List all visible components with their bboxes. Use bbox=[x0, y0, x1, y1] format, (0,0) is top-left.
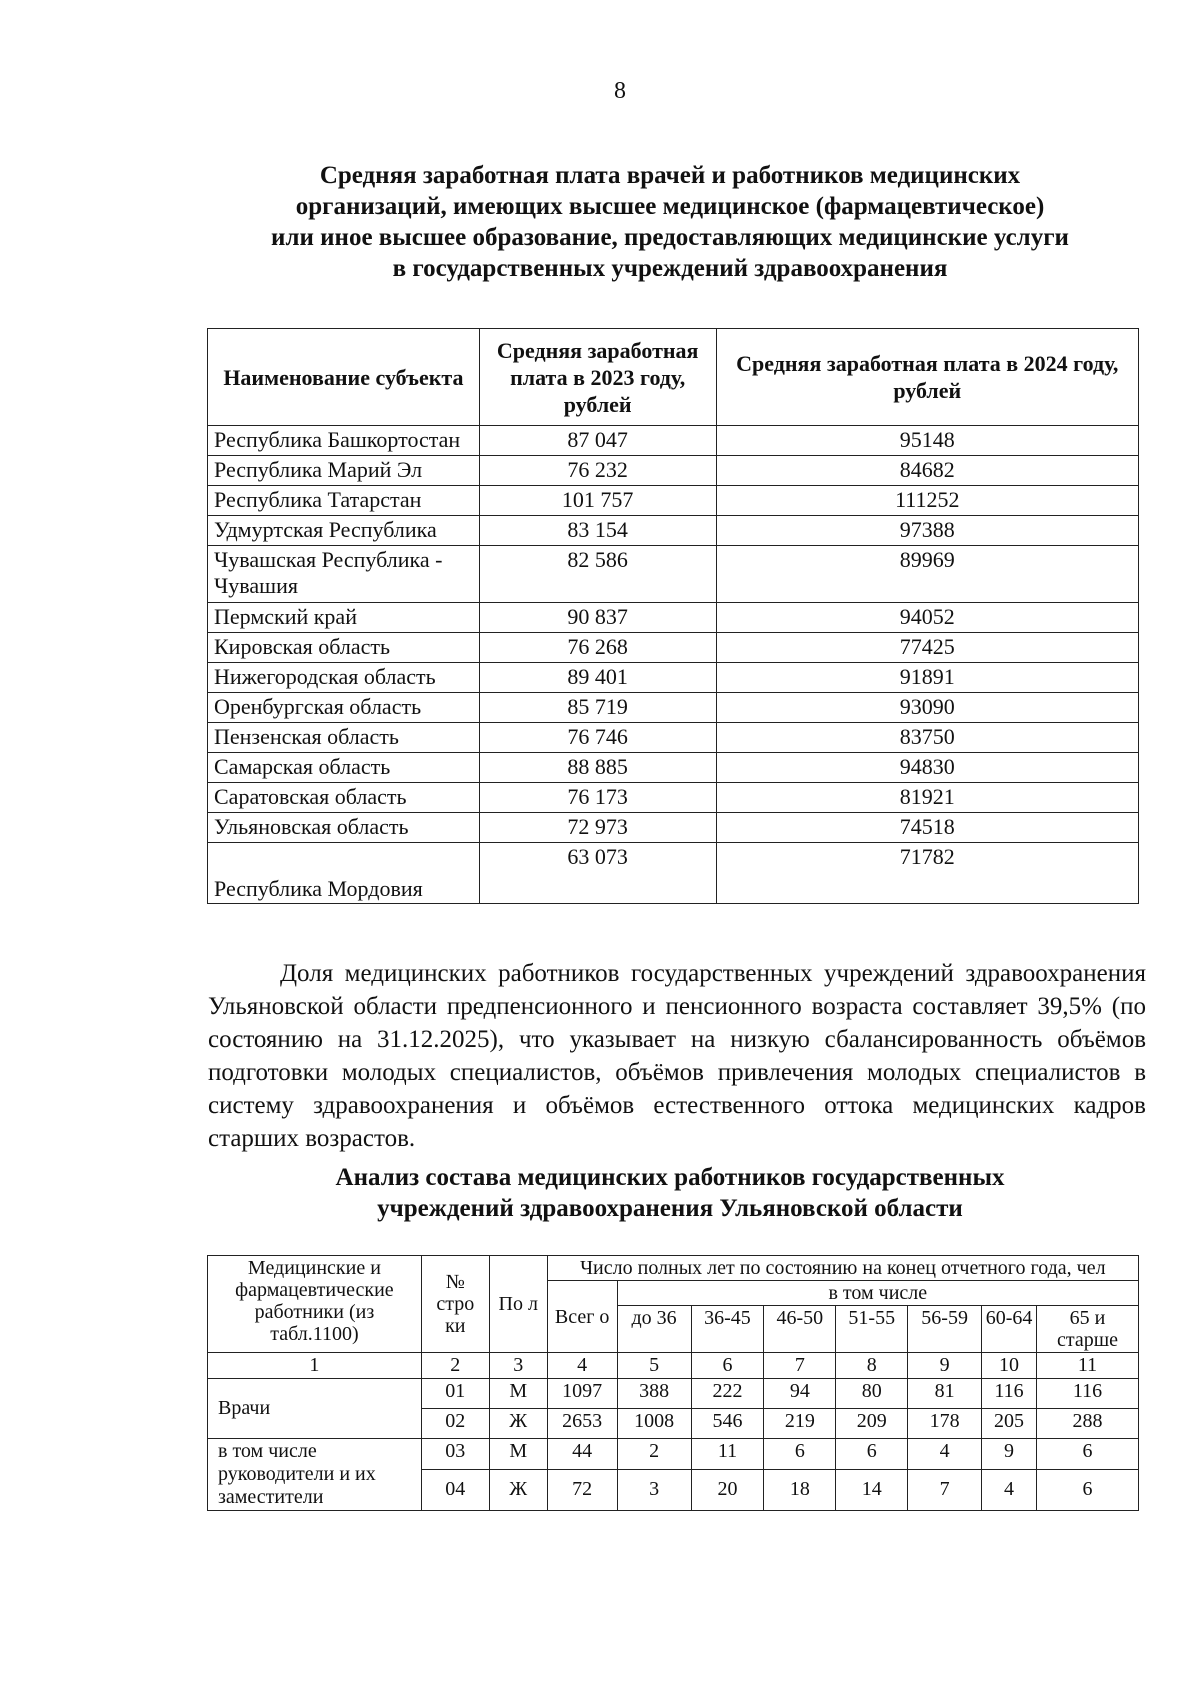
body-paragraph: Доля медицинских работников государственных учреждений здравоохранения Ульяновской области предпенсионного и пенсионного возраста составляет 39,5% (по состоянию на 31.12.2025), что указывает на низкую сбалансированность объёмов подготовки молодых специалистов, объёмов привлечения молодых специалистов в систему здравоохранения и объёмов естественного оттока медицинских кадров старших возрастов. bbox=[208, 960, 1146, 1152]
salary-2023-cell: 82 586 bbox=[479, 546, 716, 603]
value-cell: 1008 bbox=[617, 1409, 691, 1439]
subject-cell: Республика Мордовия bbox=[208, 843, 480, 904]
salary-2024-cell: 77425 bbox=[716, 633, 1138, 663]
table-row bbox=[208, 486, 1139, 516]
value-cell: 116 bbox=[982, 1379, 1037, 1409]
title-line: организаций, имеющих высшее медицинское (фармацевтическое) bbox=[295, 193, 1045, 220]
value-cell: 222 bbox=[691, 1379, 764, 1409]
column-number: 6 bbox=[691, 1353, 764, 1379]
salary-2024-cell: 94830 bbox=[716, 753, 1138, 783]
column-number: 10 bbox=[982, 1353, 1037, 1379]
value-cell: 20 bbox=[691, 1469, 764, 1510]
header-2024: Средняя заработная плата в 2024 году, рублей bbox=[716, 329, 1138, 426]
subject-cell: Удмуртская Республика bbox=[208, 516, 480, 546]
header-sex: По л bbox=[489, 1256, 547, 1353]
salary-2024-cell: 74518 bbox=[716, 813, 1138, 843]
subject-cell: Республика Татарстан bbox=[208, 486, 480, 516]
value-cell: 9 bbox=[982, 1439, 1037, 1470]
salary-2023-cell: 87 047 bbox=[479, 426, 716, 456]
composition-table-title bbox=[200, 1162, 1140, 1224]
header-age: 51-55 bbox=[836, 1306, 908, 1353]
composition-table bbox=[207, 1255, 1139, 1511]
value-cell: 4 bbox=[982, 1469, 1037, 1510]
table-row bbox=[208, 843, 1139, 904]
value-cell: 14 bbox=[836, 1469, 908, 1510]
value-cell: 94 bbox=[764, 1379, 836, 1409]
table-row bbox=[208, 633, 1139, 663]
header-age: 60-64 bbox=[982, 1306, 1037, 1353]
column-number: 8 bbox=[836, 1353, 908, 1379]
column-numbers-row bbox=[208, 1353, 1139, 1379]
salary-2024-cell: 83750 bbox=[716, 723, 1138, 753]
subject-cell: Пермский край bbox=[208, 603, 480, 633]
salary-2024-cell: 97388 bbox=[716, 516, 1138, 546]
salary-2023-cell: 89 401 bbox=[479, 663, 716, 693]
subject-cell: Республика Башкортостан bbox=[208, 426, 480, 456]
value-cell: 116 bbox=[1037, 1379, 1139, 1409]
value-cell: 44 bbox=[547, 1439, 617, 1470]
subject-cell: Пензенская область bbox=[208, 723, 480, 753]
salary-2023-cell: 101 757 bbox=[479, 486, 716, 516]
column-number: 7 bbox=[764, 1353, 836, 1379]
composition-header-row bbox=[208, 1256, 1139, 1281]
table-row bbox=[208, 516, 1139, 546]
salary-2023-cell: 88 885 bbox=[479, 753, 716, 783]
header-subject: Наименование субъекта bbox=[208, 329, 480, 426]
salary-2024-cell: 81921 bbox=[716, 783, 1138, 813]
value-cell: 7 bbox=[908, 1469, 982, 1510]
value-cell: 2653 bbox=[547, 1409, 617, 1439]
header-age: 46-50 bbox=[764, 1306, 836, 1353]
sex-cell: Ж bbox=[489, 1469, 547, 1510]
table-row bbox=[208, 813, 1139, 843]
salary-2023-cell: 90 837 bbox=[479, 603, 716, 633]
header-row-number: № стро ки bbox=[421, 1256, 489, 1353]
salary-2023-cell: 72 973 bbox=[479, 813, 716, 843]
subject-cell: Чувашская Республика - Чувашия bbox=[208, 546, 480, 603]
header-2023: Средняя заработная плата в 2023 году, рублей bbox=[479, 329, 716, 426]
value-cell: 209 bbox=[836, 1409, 908, 1439]
header-including: в том числе bbox=[617, 1281, 1138, 1306]
sex-cell: М bbox=[489, 1439, 547, 1470]
column-number: 4 bbox=[547, 1353, 617, 1379]
subject-cell: Саратовская область bbox=[208, 783, 480, 813]
column-number: 2 bbox=[421, 1353, 489, 1379]
column-number: 3 bbox=[489, 1353, 547, 1379]
salary-2023-cell: 83 154 bbox=[479, 516, 716, 546]
value-cell: 18 bbox=[764, 1469, 836, 1510]
table-row bbox=[208, 1439, 1139, 1470]
page-number: 8 bbox=[614, 78, 626, 104]
value-cell: 11 bbox=[691, 1439, 764, 1470]
value-cell: 205 bbox=[982, 1409, 1037, 1439]
value-cell: 80 bbox=[836, 1379, 908, 1409]
salary-2023-cell: 76 173 bbox=[479, 783, 716, 813]
row-number-cell: 01 bbox=[421, 1379, 489, 1409]
row-number-cell: 04 bbox=[421, 1469, 489, 1510]
salary-2024-cell: 84682 bbox=[716, 456, 1138, 486]
value-cell: 546 bbox=[691, 1409, 764, 1439]
subject-cell: Самарская область bbox=[208, 753, 480, 783]
value-cell: 6 bbox=[1037, 1469, 1139, 1510]
subject-cell: Республика Марий Эл bbox=[208, 456, 480, 486]
header-age: 36-45 bbox=[691, 1306, 764, 1353]
table-row bbox=[208, 723, 1139, 753]
salary-table-title bbox=[200, 160, 1140, 284]
subject-cell: Нижегородская область bbox=[208, 663, 480, 693]
table-row bbox=[208, 603, 1139, 633]
group-label: Врачи bbox=[208, 1379, 422, 1439]
header-age-group: Число полных лет по состоянию на конец отчетного года, чел bbox=[547, 1256, 1138, 1281]
subject-cell: Ульяновская область bbox=[208, 813, 480, 843]
salary-2024-cell: 94052 bbox=[716, 603, 1138, 633]
salary-2024-cell: 89969 bbox=[716, 546, 1138, 603]
salary-2023-cell: 63 073 bbox=[479, 843, 716, 904]
header-workers: Медицинские и фармацевтические работники (из табл.1100) bbox=[208, 1256, 422, 1353]
salary-table-header bbox=[208, 329, 1139, 426]
title-line: в государственных учреждений здравоохранения bbox=[392, 255, 948, 282]
value-cell: 2 bbox=[617, 1439, 691, 1470]
title-line: Анализ состава медицинских работников государственных bbox=[335, 1164, 1005, 1191]
salary-2024-cell: 93090 bbox=[716, 693, 1138, 723]
value-cell: 288 bbox=[1037, 1409, 1139, 1439]
salary-2024-cell: 71782 bbox=[716, 843, 1138, 904]
table-row bbox=[208, 546, 1139, 603]
table-row bbox=[208, 753, 1139, 783]
row-number-cell: 02 bbox=[421, 1409, 489, 1439]
value-cell: 3 bbox=[617, 1469, 691, 1510]
value-cell: 1097 bbox=[547, 1379, 617, 1409]
column-number: 9 bbox=[908, 1353, 982, 1379]
header-age: 65 и старше bbox=[1037, 1306, 1139, 1353]
sex-cell: Ж bbox=[489, 1409, 547, 1439]
value-cell: 6 bbox=[1037, 1439, 1139, 1470]
table-row bbox=[208, 663, 1139, 693]
value-cell: 219 bbox=[764, 1409, 836, 1439]
sex-cell: М bbox=[489, 1379, 547, 1409]
salary-2024-cell: 91891 bbox=[716, 663, 1138, 693]
title-line: учреждений здравоохранения Ульяновской области bbox=[377, 1195, 963, 1222]
value-cell: 6 bbox=[836, 1439, 908, 1470]
salary-2024-cell: 111252 bbox=[716, 486, 1138, 516]
salary-table bbox=[207, 328, 1139, 904]
value-cell: 81 bbox=[908, 1379, 982, 1409]
header-total: Всег о bbox=[547, 1281, 617, 1353]
salary-2023-cell: 76 746 bbox=[479, 723, 716, 753]
salary-2023-cell: 76 268 bbox=[479, 633, 716, 663]
column-number: 11 bbox=[1037, 1353, 1139, 1379]
header-age: 56-59 bbox=[908, 1306, 982, 1353]
salary-2023-cell: 85 719 bbox=[479, 693, 716, 723]
value-cell: 178 bbox=[908, 1409, 982, 1439]
column-number: 5 bbox=[617, 1353, 691, 1379]
salary-2024-cell: 95148 bbox=[716, 426, 1138, 456]
value-cell: 388 bbox=[617, 1379, 691, 1409]
table-row bbox=[208, 456, 1139, 486]
column-number: 1 bbox=[208, 1353, 422, 1379]
table-row bbox=[208, 693, 1139, 723]
title-line: или иное высшее образование, предоставляющих медицинские услуги bbox=[271, 224, 1069, 251]
group-label: в том числе руководители и их заместители bbox=[208, 1439, 422, 1511]
title-line: Средняя заработная плата врачей и работников медицинских bbox=[319, 162, 1021, 189]
subject-cell: Оренбургская область bbox=[208, 693, 480, 723]
value-cell: 4 bbox=[908, 1439, 982, 1470]
subject-cell: Кировская область bbox=[208, 633, 480, 663]
table-row bbox=[208, 426, 1139, 456]
salary-2023-cell: 76 232 bbox=[479, 456, 716, 486]
row-number-cell: 03 bbox=[421, 1439, 489, 1470]
table-row bbox=[208, 783, 1139, 813]
value-cell: 6 bbox=[764, 1439, 836, 1470]
header-age: до 36 bbox=[617, 1306, 691, 1353]
value-cell: 72 bbox=[547, 1469, 617, 1510]
table-row bbox=[208, 1379, 1139, 1409]
